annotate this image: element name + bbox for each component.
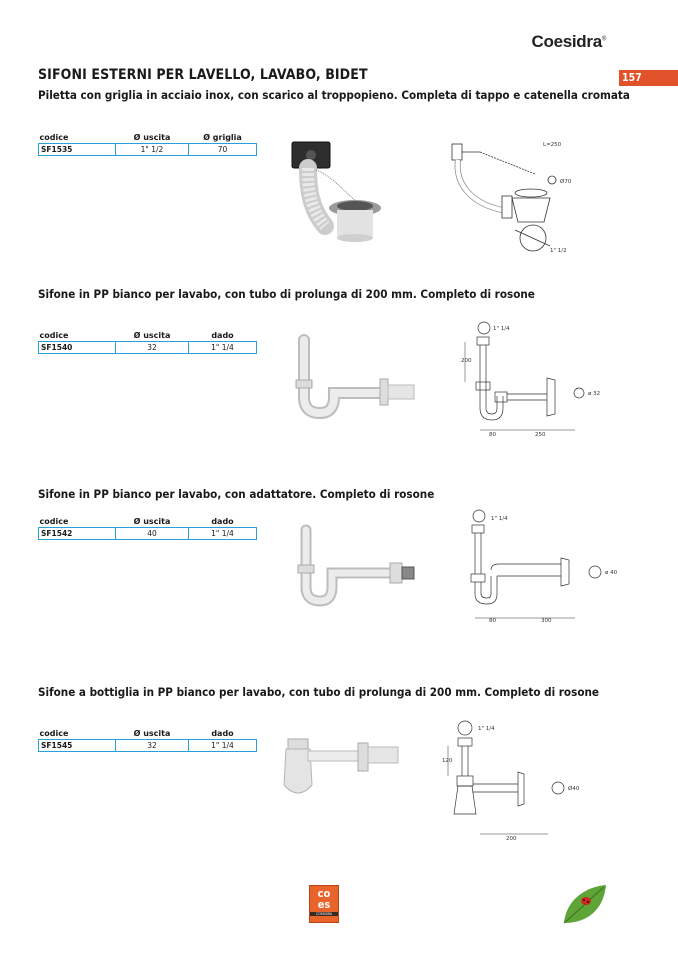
col-header-outlet: Ø uscita [116,728,189,740]
section-4-description: Sifone a bottiglia in PP bianco per lavabo, con tubo di prolunga di 200 mm. Completo di rosone [38,685,599,699]
section-1-description: Piletta con griglia in acciaio inox, con scarico al troppopieno. Completa di tappo e catenella cromata [38,88,630,102]
product-photo-sf1542 [292,525,422,615]
svg-text:200: 200 [506,836,517,842]
col-header-code: codice [39,132,116,144]
col-header-outlet: Ø uscita [116,330,189,342]
col-header-code: codice [39,728,116,740]
technical-drawing-sf1542 [455,508,625,628]
svg-text:L=250: L=250 [543,142,562,148]
table-row [39,528,257,540]
col-header-nut: dado [189,330,257,342]
page-title: SIFONI ESTERNI PER LAVELLO, LAVABO, BIDET [38,67,368,83]
svg-text:80: 80 [489,618,496,624]
spec-table-sf1540 [38,330,257,354]
svg-text:1" 1/4: 1" 1/4 [491,516,508,522]
page-number-tab: 157 [619,70,678,86]
nut-cell: 1" 1/4 [189,342,257,354]
svg-text:200: 200 [461,358,472,364]
technical-drawing-sf1545 [440,718,610,843]
col-header-outlet: Ø uscita [116,132,189,144]
svg-text:ø 40: ø 40 [605,570,618,576]
technical-drawing-sf1540 [455,320,615,445]
svg-text:Ø40: Ø40 [568,786,580,792]
table-row [39,740,257,752]
code-cell: SF1535 [39,144,116,156]
col-header-nut: dado [189,516,257,528]
col-header-code: codice [39,516,116,528]
col-header-code: codice [39,330,116,342]
product-photo-sf1535 [280,138,390,248]
svg-text:250: 250 [535,432,546,438]
spec-table-sf1545 [38,728,257,752]
coes-logo: co es COESIDRA [309,885,339,923]
table-row [39,144,257,156]
nut-cell: 1" 1/4 [189,528,257,540]
svg-text:Ø70: Ø70 [560,179,572,185]
table-row [39,342,257,354]
product-photo-sf1540 [292,335,422,425]
nut-cell: 1" 1/4 [189,740,257,752]
svg-text:300: 300 [541,618,552,624]
outlet-cell: 1" 1/2 [116,144,189,156]
outlet-cell: 32 [116,342,189,354]
grate-cell: 70 [189,144,257,156]
product-photo-sf1545 [278,735,403,805]
svg-text:1" 1/2: 1" 1/2 [550,248,567,254]
technical-drawing-sf1535 [440,138,590,263]
col-header-grate: Ø griglia [189,132,257,144]
spec-table-sf1535 [38,132,257,156]
svg-text:1" 1/4: 1" 1/4 [478,726,495,732]
svg-text:ø 32: ø 32 [588,391,601,397]
svg-text:1" 1/4: 1" 1/4 [493,326,510,332]
svg-text:120: 120 [442,758,453,764]
col-header-nut: dado [189,728,257,740]
leaf-ladybug-icon [560,883,610,928]
code-cell: SF1540 [39,342,116,354]
svg-text:80: 80 [489,432,496,438]
section-3-description: Sifone in PP bianco per lavabo, con adattatore. Completo di rosone [38,487,435,501]
brand-logo: Coesidra® [531,32,606,51]
outlet-cell: 40 [116,528,189,540]
code-cell: SF1542 [39,528,116,540]
code-cell: SF1545 [39,740,116,752]
outlet-cell: 32 [116,740,189,752]
col-header-outlet: Ø uscita [116,516,189,528]
section-2-description: Sifone in PP bianco per lavabo, con tubo di prolunga di 200 mm. Completo di rosone [38,287,535,301]
spec-table-sf1542 [38,516,257,540]
